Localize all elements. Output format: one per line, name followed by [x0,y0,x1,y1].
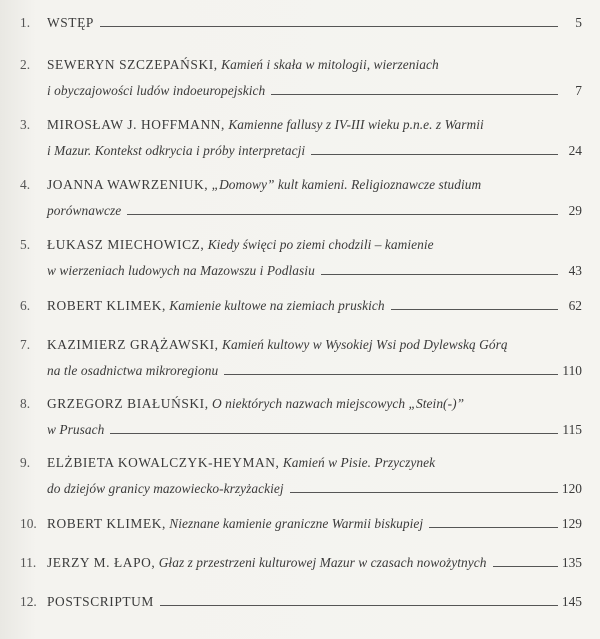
entry-page-number: 110 [562,363,582,378]
entry-title: Kamienie kultowe na ziemiach pruskich [169,298,385,313]
entry-number: 12. [20,594,37,609]
entry-author: SEWERYN SZCZEPAŃSKI, [47,57,218,72]
entry-title-continued: na tle osadnictwa mikroregionu [47,363,219,378]
entry-title-continued: w wierzeniach ludowych na Mazowszu i Podlasiu [47,263,315,278]
entry-page-number: 145 [561,594,582,609]
entry-page-number: 129 [561,516,582,531]
entry-title: Nieznane kamienie graniczne Warmii biskupiej [169,516,424,531]
entry-page-number: 43 [568,263,582,278]
entry-number: 6. [20,298,31,313]
dot-leader [290,492,558,493]
entry-author: GRZEGORZ BIAŁUŃSKI, [47,396,209,411]
entry-title-continued: i Mazur. Kontekst odkrycia i próby interpretacji [47,143,306,158]
entry-author: JOANNA WAWRZENIUK, [47,177,209,192]
entry-author: MIROSŁAW J. HOFFMANN, [47,117,225,132]
entry-page-number: 5 [575,15,582,30]
dot-leader [100,26,558,27]
entry-title: Kamień w Pisie. Przyczynek [282,455,436,470]
entry-number: 5. [20,237,31,252]
entry-author: KAZIMIERZ GRĄŻAWSKI, [47,337,219,352]
entry-author: ELŻBIETA KOWALCZYK-HEYMAN, [47,455,280,470]
dot-leader [321,274,558,275]
dot-leader [127,214,558,215]
entry-title-continued: porównawcze [47,203,122,218]
dot-leader [160,605,558,606]
entry-number: 7. [20,337,31,352]
dot-leader [391,309,558,310]
dot-leader [110,433,558,434]
entry-title: Głaz z przestrzeni kulturowej Mazur w czasach nowożytnych [158,555,487,570]
entry-page-number: 115 [562,422,582,437]
dot-leader [224,374,558,375]
dot-leader [429,527,558,528]
entry-title: O niektórych nazwach miejscowych „Stein(-)” [212,396,465,411]
entry-title-continued: w Prusach [47,422,105,437]
entry-page-number: 62 [568,298,582,313]
entry-author: ROBERT KLIMEK, [47,516,166,531]
entry-title: Kiedy święci po ziemi chodzili – kamienie [207,237,434,252]
entry-number: 11. [20,555,37,570]
entry-author: WSTĘP [47,15,94,30]
entry-title-continued: i obyczajowości ludów indoeuropejskich [47,83,266,98]
entry-author: ŁUKASZ MIECHOWICZ, [47,237,205,252]
entry-page-number: 7 [575,83,582,98]
entry-number: 4. [20,177,31,192]
entry-number: 9. [20,455,31,470]
entry-page-number: 29 [568,203,582,218]
dot-leader [271,94,558,95]
entry-page-number: 120 [561,481,582,496]
dot-leader [493,566,558,567]
entry-number: 8. [20,396,31,411]
entry-number: 1. [20,15,31,30]
entry-title: Kamienne fallusy z IV-III wieku p.n.e. z Warmii [228,117,484,132]
entry-number: 10. [20,516,37,531]
entry-title: Kamień i skała w mitologii, wierzeniach [221,57,439,72]
entry-number: 3. [20,117,31,132]
entry-author: POSTSCRIPTUM [47,594,154,609]
dot-leader [311,154,558,155]
entry-title: „Domowy” kult kamieni. Religioznawcze studium [211,177,482,192]
entry-page-number: 135 [561,555,582,570]
entry-author: JERZY M. ŁAPO, [47,555,156,570]
entry-number: 2. [20,57,31,72]
entry-title-continued: do dziejów granicy mazowiecko-krzyżackiej [47,481,284,496]
entry-author: ROBERT KLIMEK, [47,298,166,313]
entry-page-number: 24 [568,143,582,158]
entry-title: Kamień kultowy w Wysokiej Wsi pod Dylewską Górą [221,337,508,352]
